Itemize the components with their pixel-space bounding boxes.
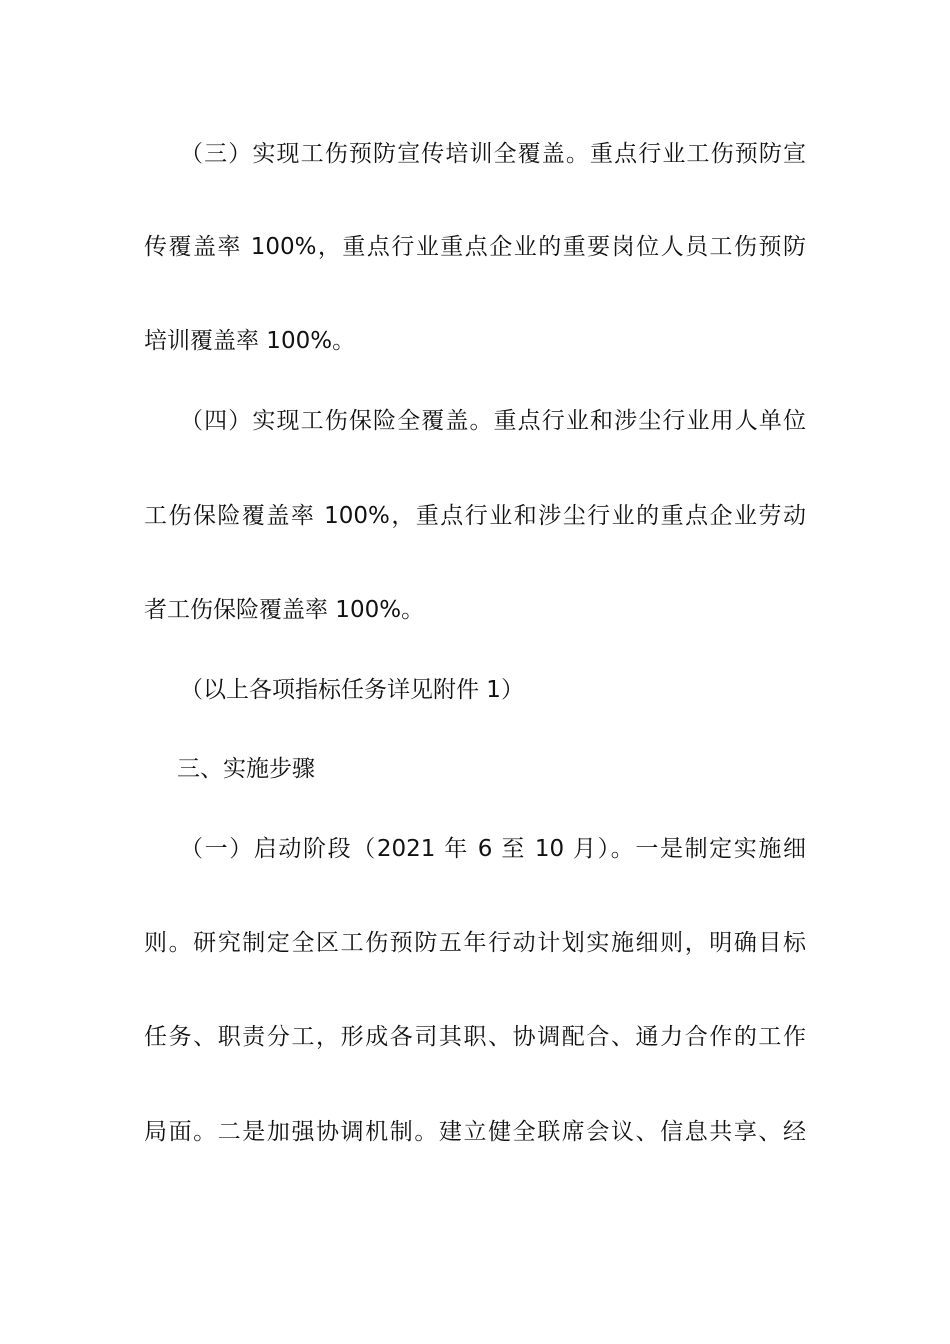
para-3-line-3: 培训覆盖率 100%。 [144, 328, 356, 354]
para-5-line-3: 任务、职责分工，形成各司其职、协调配合、通力合作的工作 [144, 1024, 806, 1050]
para-4-line-3: 者工伤保险覆盖率 100%。 [144, 597, 425, 623]
para-5-line-4: 局面。二是加强协调机制。建立健全联席会议、信息共享、经 [144, 1119, 806, 1145]
para-5-line-1: （一）启动阶段（2021 年 6 至 10 月）。一是制定实施细 [180, 836, 806, 862]
para-4-line-1: （四）实现工伤保险全覆盖。重点行业和涉尘行业用人单位 [180, 408, 806, 434]
para-5-line-2: 则。研究制定全区工伤预防五年行动计划实施细则，明确目标 [144, 930, 806, 956]
para-3-line-1: （三）实现工伤预防宣传培训全覆盖。重点行业工伤预防宣 [180, 141, 806, 167]
para-3-line-2: 传覆盖率 100%，重点行业重点企业的重要岗位人员工伤预防 [144, 234, 806, 260]
note-line: （以上各项指标任务详见附件 1） [180, 677, 524, 703]
section-heading: 三、实施步骤 [177, 756, 315, 782]
para-4-line-2: 工伤保险覆盖率 100%，重点行业和涉尘行业的重点企业劳动 [144, 503, 806, 529]
